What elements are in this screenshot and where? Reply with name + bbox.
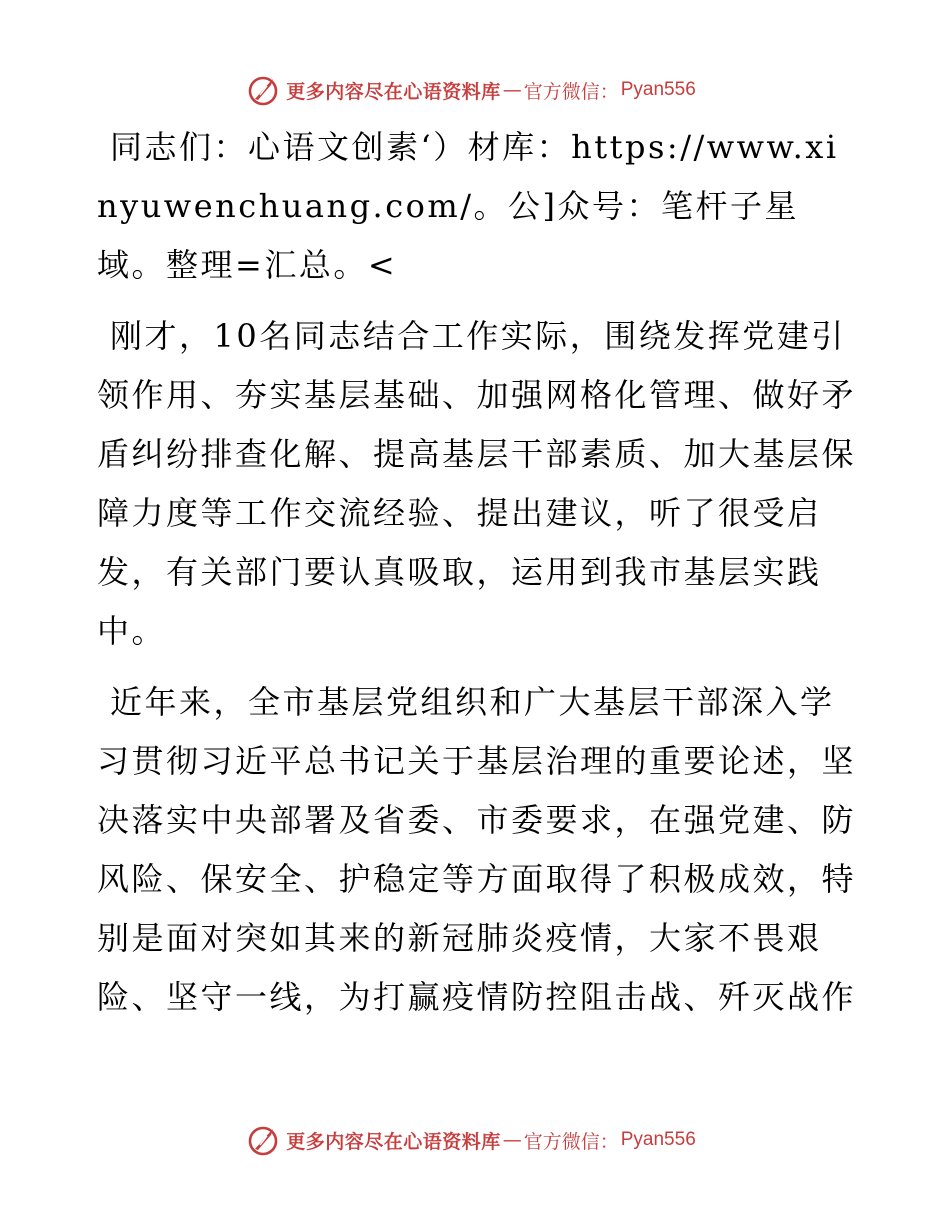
footer-banner-title: 更多内容尽在心语资料库 xyxy=(286,1130,501,1153)
paragraph-1: 同志们：心语文创素‘）材库：https://www.xinyuwenchuang.com/。公]众号：笔杆子星域。整理=汇总。< xyxy=(97,128,839,284)
footer-banner-dash: — xyxy=(502,1129,522,1151)
header-banner-title: 更多内容尽在心语资料库 xyxy=(286,80,501,103)
quill-pen-logo-icon xyxy=(246,73,280,107)
paragraph-3: 近年来，全市基层党组织和广大基层干部深入学习贯彻习近平总书记关于基层治理的重要论述，坚决落实中央部署及省委、市委要求，在强党建、防风险、保安全、护稳定等方面取得了积极成效，特别是面对突如其来的新冠肺炎疫情，大家不畏艰险、坚守一线，为打赢疫情防控阻击战、歼灭战作 xyxy=(97,683,857,1016)
header-banner xyxy=(0,70,950,110)
footer-banner-official-label: 官方微信： xyxy=(523,1130,619,1153)
header-banner-wechat-id: Pyan556 xyxy=(620,79,696,100)
footer-banner-inner xyxy=(246,1123,696,1157)
footer-banner-wechat-id: Pyan556 xyxy=(620,1129,696,1150)
header-banner-inner xyxy=(246,73,696,107)
quill-pen-logo-icon xyxy=(246,1123,280,1157)
paragraph-2: 刚才，10名同志结合工作实际，围绕发挥党建引领作用、夯实基层基础、加强网格化管理、做好矛盾纠纷排查化解、提高基层干部素质、加大基层保障力度等工作交流经验、提出建议，听了很受启发，有关部门要认真吸取，运用到我市基层实践中。 xyxy=(97,317,857,650)
document-body xyxy=(97,118,857,1039)
footer-banner xyxy=(0,1120,950,1160)
header-banner-official-label: 官方微信： xyxy=(523,80,619,103)
header-banner-dash: — xyxy=(502,79,522,101)
